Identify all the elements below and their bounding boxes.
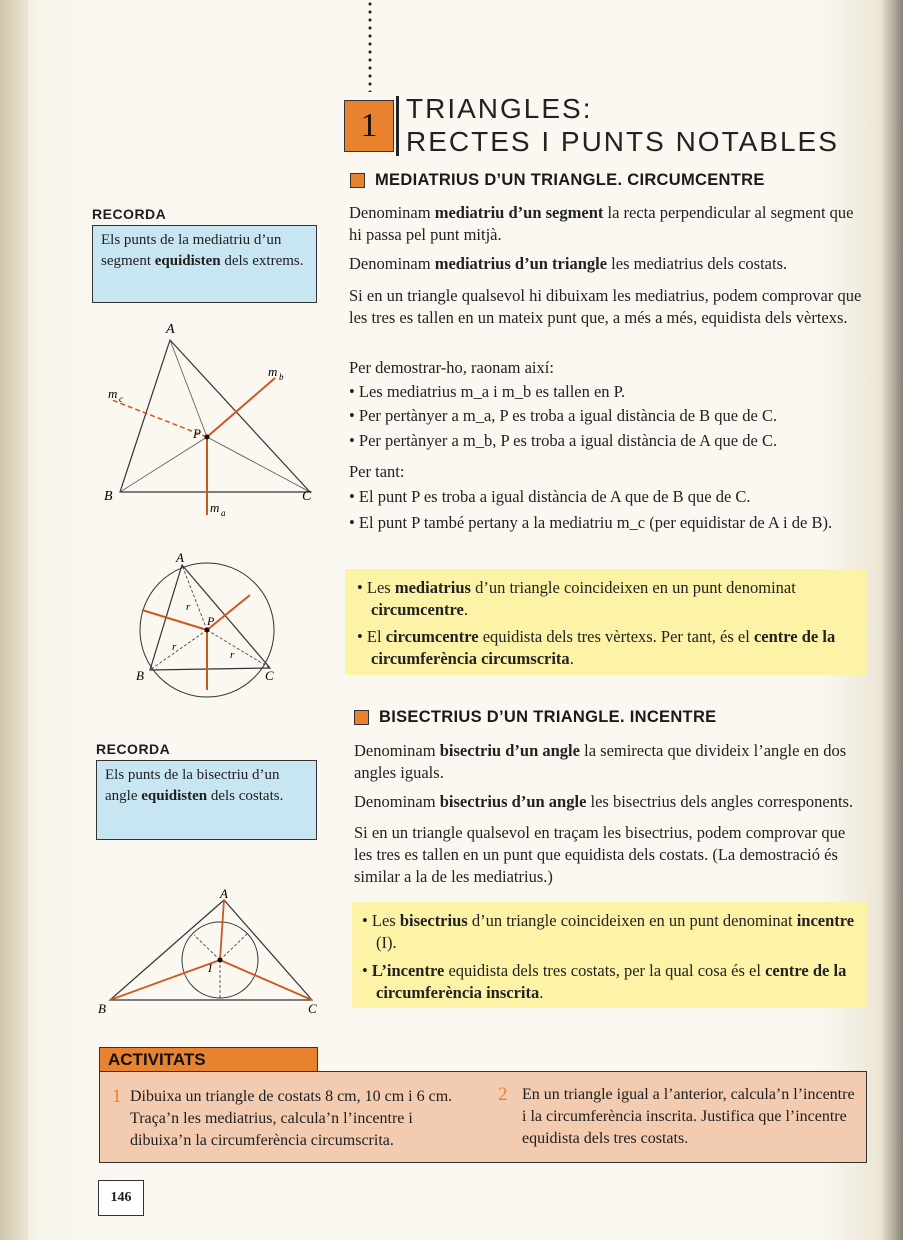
label-p: P <box>193 426 201 441</box>
label-a: A <box>166 322 175 337</box>
unit-number: 1 <box>344 100 394 152</box>
point-p <box>205 435 210 440</box>
title-line-2: RECTES I PUNTS NOTABLES <box>406 126 839 157</box>
sec2-highlight-2: • L’incentre equidista dels tres costats, per la qual cosa és el centre de la circumferència inscrita. <box>362 961 847 1002</box>
segment-pc <box>207 437 310 492</box>
figure-incentre <box>90 885 330 1020</box>
radius-pc <box>207 630 270 668</box>
sec2-paragraph-2: Denominam bisectrius d’un angle les bisectrius dels angles corresponents. <box>354 792 854 811</box>
radius-pb <box>150 630 207 670</box>
sec1-bullet-5: • El punt P també pertany a la mediatriu m_c (per equidistar de A i de B). <box>349 513 833 532</box>
label-b: B <box>104 489 113 504</box>
sec1-paragraph-3: Si en un triangle qualsevol hi dibuixam les mediatrius, podem comprovar que les tres es tallen en un mateix punt que, a més a més, equidista dels vèrtexs. <box>349 286 862 327</box>
label-mc-sub: c <box>119 394 123 404</box>
point-p <box>205 628 210 633</box>
radius-3 <box>220 933 248 960</box>
page-number: 146 <box>98 1180 144 1216</box>
bisector-c <box>220 960 312 1000</box>
sec1-paragraph-2: Denominam mediatrius d’un triangle les mediatrius dels costats. <box>349 254 788 273</box>
segment-pa <box>170 340 207 437</box>
figure-circumcentre <box>120 550 300 700</box>
title-rule <box>396 96 399 156</box>
label-mb-sub: b <box>279 372 284 382</box>
radius-pa <box>182 565 207 630</box>
label-c: C <box>265 668 274 683</box>
sec1-bullet-4: • El punt P es troba a igual distància de A que de B que de C. <box>349 487 751 506</box>
label-b: B <box>98 1001 106 1016</box>
activity-2-number: 2 <box>498 1084 508 1105</box>
sec1-highlight-1: • Les mediatrius d’un triangle coincideixen en un punt denominat circumcentre. <box>357 578 796 619</box>
radius-2 <box>194 935 220 960</box>
mediatrix-mb <box>207 378 275 437</box>
mediatrix-c <box>142 610 207 630</box>
label-mb: m <box>268 364 278 379</box>
triangle-abc <box>110 900 312 1000</box>
activity-1-text: Dibuixa un triangle de costats 8 cm, 10 cm i 6 cm. Traça’n les mediatrius, calcula’n l’incentre i dibuixa’n la circumferència circumscrita. <box>130 1088 453 1149</box>
activity-2 <box>498 1084 860 1150</box>
label-c: C <box>302 489 312 504</box>
figure-mediatrius <box>90 320 330 520</box>
activities-tab: ACTIVITATS <box>99 1047 318 1072</box>
sec2-paragraph-1: Denominam bisectriu d’un angle la semirecta que divideix l’angle en dos angles iguals. <box>354 741 847 782</box>
recorda-label-1: RECORDA <box>92 206 167 222</box>
label-r2: r <box>172 641 177 653</box>
recorda-box-1: Els punts de la mediatriu d’un segment equidisten dels extrems. <box>92 225 317 303</box>
sec2-paragraph-3: Si en un triangle qualsevol en traçam les bisectrius, podem comprovar que les tres es tallen en un punt que equidista dels costats. (La demostració és similar a la de les mediatrius.) <box>354 823 846 886</box>
label-ma-sub: a <box>221 508 226 518</box>
label-r1: r <box>186 601 191 613</box>
bisector-a <box>220 900 224 960</box>
label-mc: m <box>108 386 118 401</box>
sec1-paragraph-5: Per tant: <box>349 462 405 481</box>
sec2-highlight-1: • Les bisectrius d’un triangle coincideixen en un punt denominat incentre (I). <box>362 911 855 952</box>
section-heading-mediatrius <box>350 171 765 190</box>
label-a: A <box>220 886 228 901</box>
recorda-label-2: RECORDA <box>96 741 171 757</box>
page-title <box>406 92 839 158</box>
sec1-highlight-2: • El circumcentre equidista dels tres vèrtexs. Per tant, és el centre de la circumferència circumscrita. <box>357 627 836 668</box>
sec1-paragraph-4: Per demostrar-ho, raonam així: <box>349 358 554 377</box>
sec1-bullet-2: • Per pertànyer a m_a, P es troba a igual distància de B que de C. <box>349 406 778 425</box>
dotted-divider <box>367 0 373 92</box>
point-i <box>218 958 223 963</box>
section-square-icon <box>354 710 369 725</box>
recorda-box-2: Els punts de la bisectriu d’un angle equidisten dels costats. <box>96 760 317 840</box>
triangle-abc <box>120 340 310 492</box>
activity-1-number: 1 <box>112 1086 122 1107</box>
section-heading-bisectrius <box>354 708 716 727</box>
label-r3: r <box>230 649 235 661</box>
label-p: P <box>207 614 215 628</box>
label-i: I <box>208 961 212 975</box>
book-binding <box>0 0 28 1240</box>
section-heading-text: BISECTRIUS D’UN TRIANGLE. INCENTRE <box>379 708 717 726</box>
label-c: C <box>308 1001 317 1016</box>
activity-1 <box>112 1086 472 1152</box>
label-b: B <box>136 668 144 683</box>
label-ma: m <box>210 500 220 515</box>
sec1-paragraph-1: Denominam mediatriu d’un segment la recta perpendicular al segment que hi passa pel punt mitjà. <box>349 203 854 244</box>
label-a: A <box>176 550 184 565</box>
title-line-1: TRIANGLES: <box>406 93 593 124</box>
activity-2-text: En un triangle igual a l’anterior, calcula’n l’incentre i la circumferència inscrita. Justifica que l’incentre equidista dels tres costats. <box>522 1086 855 1147</box>
section-square-icon <box>350 173 365 188</box>
segment-pb <box>120 437 207 492</box>
sec1-bullet-3: • Per pertànyer a m_b, P es troba a igual distància de A que de C. <box>349 431 778 450</box>
sec1-bullet-1: • Les mediatrius m_a i m_b es tallen en P. <box>349 382 626 401</box>
section-heading-text: MEDIATRIUS D’UN TRIANGLE. CIRCUMCENTRE <box>375 171 765 189</box>
